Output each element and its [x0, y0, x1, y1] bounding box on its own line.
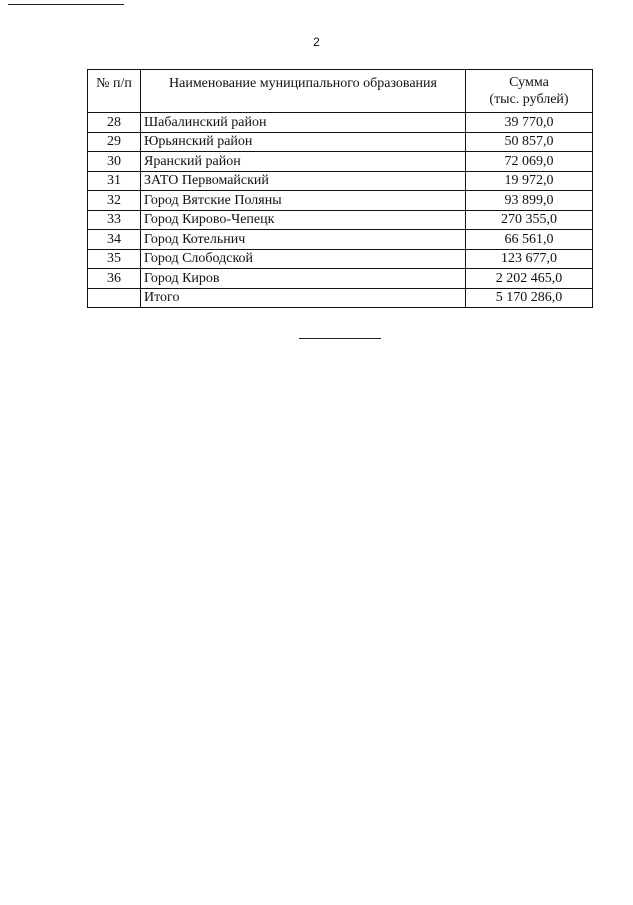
table-row — [88, 210, 593, 230]
table-row — [88, 230, 593, 250]
header-num-label: № п/п — [96, 75, 132, 91]
row-name: Город Киров — [141, 269, 466, 289]
row-name: ЗАТО Первомайский — [141, 171, 466, 191]
row-name: Город Слободской — [141, 249, 466, 269]
end-rule — [299, 338, 381, 339]
row-name: Шабалинский район — [141, 113, 466, 133]
row-name: Город Вятские Поляны — [141, 191, 466, 211]
header-name — [141, 70, 466, 113]
table-row — [88, 171, 593, 191]
row-num: 35 — [88, 249, 141, 269]
table-total-row — [88, 288, 593, 308]
row-name: Юрьянский район — [141, 132, 466, 152]
row-num: 32 — [88, 191, 141, 211]
row-name: Город Котельнич — [141, 230, 466, 250]
table-row — [88, 249, 593, 269]
table-row — [88, 113, 593, 133]
row-num: 33 — [88, 210, 141, 230]
row-num: 31 — [88, 171, 141, 191]
total-label: Итого — [141, 288, 466, 308]
table-row — [88, 191, 593, 211]
table-row — [88, 269, 593, 289]
total-num — [88, 288, 141, 308]
row-sum: 50 857,0 — [466, 132, 593, 152]
table-row — [88, 152, 593, 172]
table-row — [88, 132, 593, 152]
allocation-table — [87, 69, 593, 308]
row-sum: 270 355,0 — [466, 210, 593, 230]
table-header-row — [88, 70, 593, 113]
row-num: 30 — [88, 152, 141, 172]
header-name-label: Наименование муниципального образования — [169, 75, 437, 91]
row-sum: 72 069,0 — [466, 152, 593, 172]
header-sum — [466, 70, 593, 113]
row-num: 28 — [88, 113, 141, 133]
row-sum: 93 899,0 — [466, 191, 593, 211]
page-number: 2 — [313, 35, 320, 49]
header-sum-line1: Сумма — [509, 75, 549, 90]
row-sum: 2 202 465,0 — [466, 269, 593, 289]
header-num — [88, 70, 141, 113]
total-sum: 5 170 286,0 — [466, 288, 593, 308]
row-sum: 19 972,0 — [466, 171, 593, 191]
row-sum: 66 561,0 — [466, 230, 593, 250]
row-name: Город Кирово-Чепецк — [141, 210, 466, 230]
top-rule — [8, 4, 124, 5]
row-sum: 123 677,0 — [466, 249, 593, 269]
header-sum-line2: (тыс. рублей) — [489, 92, 569, 107]
row-num: 34 — [88, 230, 141, 250]
row-sum: 39 770,0 — [466, 113, 593, 133]
row-num: 36 — [88, 269, 141, 289]
row-name: Яранский район — [141, 152, 466, 172]
row-num: 29 — [88, 132, 141, 152]
